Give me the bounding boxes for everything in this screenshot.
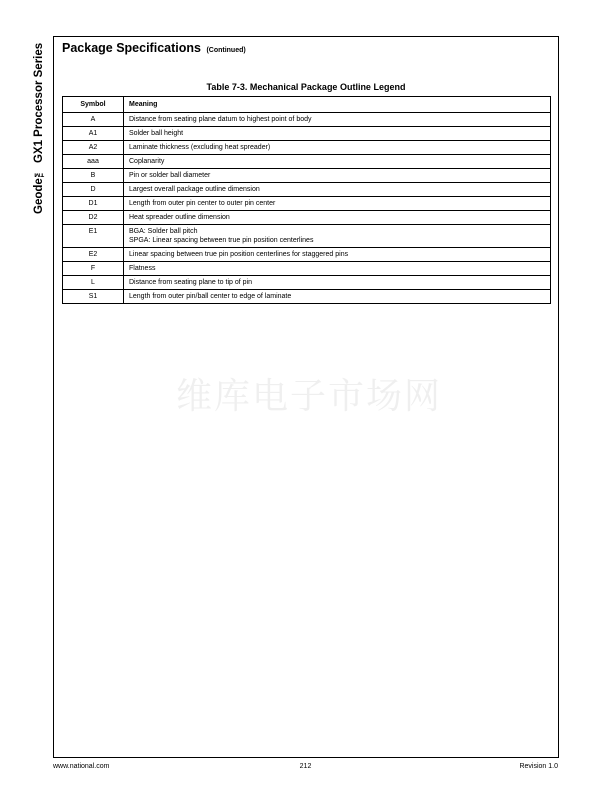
meaning-cell: Length from outer pin/ball center to edge of laminate [124, 290, 551, 304]
symbol-cell: A1 [63, 127, 124, 141]
table-row [63, 211, 551, 225]
symbol-cell: D2 [63, 211, 124, 225]
table-row [63, 127, 551, 141]
table-row [63, 248, 551, 262]
continued-note: (Continued) [206, 47, 246, 54]
symbol-cell: S1 [63, 290, 124, 304]
meaning-cell: Coplanarity [124, 155, 551, 169]
symbol-cell: F [63, 262, 124, 276]
meaning-line: SPGA: Linear spacing between true pin position centerlines [129, 237, 314, 244]
table-row [63, 141, 551, 155]
revision-label: Revision 1.0 [519, 763, 558, 770]
symbol-cell: B [63, 169, 124, 183]
table-row [63, 276, 551, 290]
meaning-cell: Linear spacing between true pin position centerlines for staggered pins [124, 248, 551, 262]
symbol-cell: E1 [63, 225, 124, 248]
symbol-cell: D1 [63, 197, 124, 211]
meaning-line: BGA: Solder ball pitch [129, 228, 198, 235]
symbol-cell: E2 [63, 248, 124, 262]
side-title: Geode™ GX1 Processor Series [33, 42, 45, 214]
meaning-cell: Pin or solder ball diameter [124, 169, 551, 183]
meaning-cell: Flatness [124, 262, 551, 276]
header-meaning: Meaning [124, 97, 551, 113]
table-row [63, 225, 551, 248]
footer-url: www.national.com [53, 763, 110, 770]
meaning-cell: Solder ball height [124, 127, 551, 141]
table-row [63, 183, 551, 197]
meaning-cell [124, 225, 551, 248]
table-row [63, 197, 551, 211]
watermark: 维库电子市场网 [176, 376, 443, 417]
page-number: 212 [299, 763, 312, 770]
symbol-cell: A2 [63, 141, 124, 155]
symbol-cell: aaa [63, 155, 124, 169]
meaning-cell: Distance from seating plane to tip of pin [124, 276, 551, 290]
meaning-cell: Length from outer pin center to outer pin center [124, 197, 551, 211]
header-symbol: Symbol [63, 97, 124, 113]
meaning-cell: Laminate thickness (excluding heat spreader) [124, 141, 551, 155]
table-row [63, 169, 551, 183]
meaning-cell: Heat spreader outline dimension [124, 211, 551, 225]
table-header-row [63, 97, 551, 113]
symbol-cell: A [63, 113, 124, 127]
legend-table [62, 96, 551, 304]
table-row [63, 262, 551, 276]
table-row [63, 290, 551, 304]
table-row [63, 155, 551, 169]
table-caption: Table 7-3. Mechanical Package Outline Legend [206, 82, 406, 92]
section-title: Package Specifications [62, 41, 201, 55]
symbol-cell: L [63, 276, 124, 290]
meaning-cell: Largest overall package outline dimension [124, 183, 551, 197]
table-row [63, 113, 551, 127]
symbol-cell: D [63, 183, 124, 197]
section-heading [62, 41, 246, 55]
meaning-cell: Distance from seating plane datum to highest point of body [124, 113, 551, 127]
